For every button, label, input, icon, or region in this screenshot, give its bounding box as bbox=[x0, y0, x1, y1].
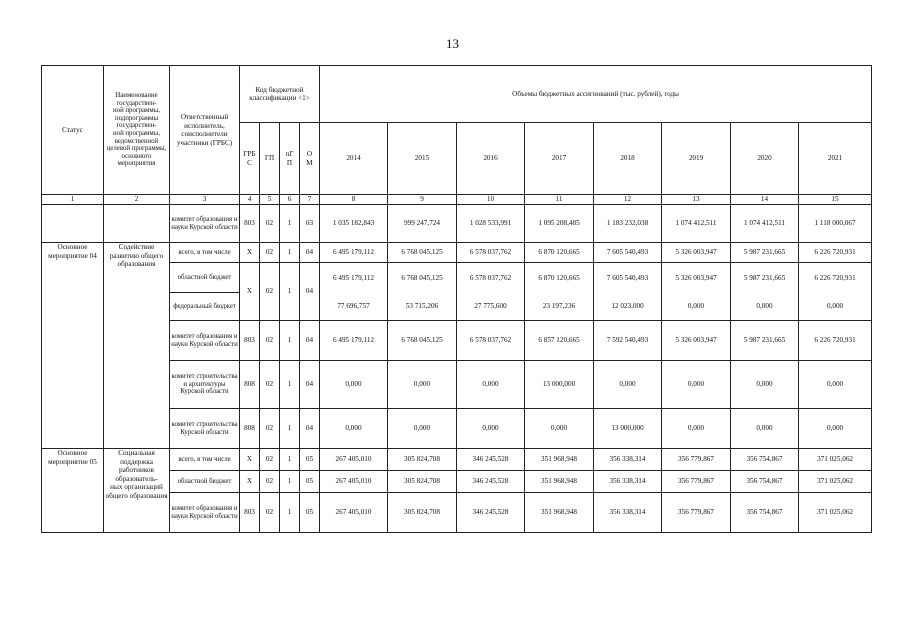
amount-cell: 53 715,206 bbox=[388, 293, 457, 321]
amount-cell: 23 197,236 bbox=[525, 293, 594, 321]
amount-cell: 0,000 bbox=[731, 293, 799, 321]
amount-cell: 267 405,010 bbox=[320, 493, 388, 533]
om-cell: 05 bbox=[300, 449, 320, 471]
budget-table bbox=[41, 65, 872, 533]
amount-cell: 1 028 533,991 bbox=[457, 205, 525, 243]
column-number: 1 bbox=[42, 195, 104, 205]
gp-cell: 02 bbox=[260, 409, 280, 449]
page-number: 13 bbox=[446, 36, 459, 51]
amount-cell: 6 495 179,112 bbox=[320, 263, 388, 293]
status-cell: Основное мероприятие 04 bbox=[42, 243, 104, 449]
year-header: 2021 bbox=[799, 123, 872, 195]
header-status: Статус bbox=[42, 66, 104, 195]
amount-cell: 356 779,867 bbox=[662, 449, 731, 471]
amount-cell: 356 338,314 bbox=[594, 471, 662, 493]
executor-cell: областной бюджет bbox=[170, 471, 240, 493]
om-cell: 04 bbox=[300, 321, 320, 361]
amount-cell: 0,000 bbox=[525, 409, 594, 449]
amount-cell: 27 775,600 bbox=[457, 293, 525, 321]
pgp-cell: 1 bbox=[280, 205, 300, 243]
table-row bbox=[42, 205, 872, 243]
amount-cell: 305 824,708 bbox=[388, 449, 457, 471]
amount-cell: 267 405,010 bbox=[320, 471, 388, 493]
pgp-cell: 1 bbox=[280, 263, 300, 321]
amount-cell: 371 025,062 bbox=[799, 471, 872, 493]
amount-cell: 0,000 bbox=[731, 361, 799, 409]
amount-cell: 999 247,724 bbox=[388, 205, 457, 243]
om-cell: 04 bbox=[300, 361, 320, 409]
year-header: 2015 bbox=[388, 123, 457, 195]
amount-cell: 6 578 037,762 bbox=[457, 263, 525, 293]
amount-cell: 0,000 bbox=[320, 361, 388, 409]
amount-cell: 6 226 720,931 bbox=[799, 263, 872, 293]
amount-cell: 13 000,000 bbox=[525, 361, 594, 409]
amount-cell: 0,000 bbox=[594, 361, 662, 409]
amount-cell: 6 578 037,762 bbox=[457, 321, 525, 361]
grbs-cell: Х bbox=[240, 263, 260, 321]
amount-cell: 0,000 bbox=[388, 409, 457, 449]
amount-cell: 7 592 540,493 bbox=[594, 321, 662, 361]
executor-cell: областной бюджет bbox=[170, 263, 240, 293]
status-cell bbox=[42, 205, 104, 243]
executor-cell: комитет образования и науки Курской области bbox=[170, 321, 240, 361]
amount-cell: 6 768 045,125 bbox=[388, 243, 457, 263]
amount-cell: 356 338,314 bbox=[594, 493, 662, 533]
amount-cell: 0,000 bbox=[799, 361, 872, 409]
amount-cell: 6 226 720,931 bbox=[799, 321, 872, 361]
kbk-col-header: пГ П bbox=[280, 123, 300, 195]
grbs-cell: Х bbox=[240, 471, 260, 493]
gp-cell: 02 bbox=[260, 321, 280, 361]
amount-cell: 305 824,708 bbox=[388, 493, 457, 533]
amount-cell: 356 754,867 bbox=[731, 449, 799, 471]
pgp-cell: 1 bbox=[280, 493, 300, 533]
amount-cell: 1 035 182,843 bbox=[320, 205, 388, 243]
amount-cell: 346 245,528 bbox=[457, 471, 525, 493]
amount-cell: 371 025,062 bbox=[799, 449, 872, 471]
column-number: 5 bbox=[260, 195, 280, 205]
table-row bbox=[42, 243, 872, 263]
amount-cell: 5 326 003,947 bbox=[662, 243, 731, 263]
amount-cell: 1 118 000,067 bbox=[799, 205, 872, 243]
column-number: 4 bbox=[240, 195, 260, 205]
amount-cell: 6 857 120,665 bbox=[525, 321, 594, 361]
amount-cell: 351 968,948 bbox=[525, 493, 594, 533]
column-number: 3 bbox=[170, 195, 240, 205]
amount-cell: 5 326 003,947 bbox=[662, 321, 731, 361]
amount-cell: 346 245,528 bbox=[457, 449, 525, 471]
column-number: 12 bbox=[594, 195, 662, 205]
amount-cell: 12 023,000 bbox=[594, 293, 662, 321]
pgp-cell: 1 bbox=[280, 449, 300, 471]
grbs-cell: 803 bbox=[240, 493, 260, 533]
year-header: 2019 bbox=[662, 123, 731, 195]
year-header: 2016 bbox=[457, 123, 525, 195]
column-number: 11 bbox=[525, 195, 594, 205]
amount-cell: 0,000 bbox=[799, 409, 872, 449]
amount-cell: 267 405,010 bbox=[320, 449, 388, 471]
amount-cell: 5 987 231,665 bbox=[731, 243, 799, 263]
gp-cell: 02 bbox=[260, 361, 280, 409]
amount-cell: 356 338,314 bbox=[594, 449, 662, 471]
amount-cell: 1 074 412,511 bbox=[731, 205, 799, 243]
amount-cell: 77 696,757 bbox=[320, 293, 388, 321]
om-cell: 05 bbox=[300, 471, 320, 493]
year-header: 2020 bbox=[731, 123, 799, 195]
amount-cell: 1 183 232,038 bbox=[594, 205, 662, 243]
gp-cell: 02 bbox=[260, 471, 280, 493]
kbk-col-header: ГРБ С bbox=[240, 123, 260, 195]
grbs-cell: 803 bbox=[240, 321, 260, 361]
status-cell: Основное мероприятие 05 bbox=[42, 449, 104, 533]
om-cell: 04 bbox=[300, 409, 320, 449]
amount-cell: 6 768 045,125 bbox=[388, 263, 457, 293]
grbs-cell: 808 bbox=[240, 361, 260, 409]
pgp-cell: 1 bbox=[280, 409, 300, 449]
amount-cell: 351 968,948 bbox=[525, 471, 594, 493]
om-cell: 03 bbox=[300, 205, 320, 243]
om-cell: 04 bbox=[300, 263, 320, 321]
om-cell: 05 bbox=[300, 493, 320, 533]
pgp-cell: 1 bbox=[280, 243, 300, 263]
column-number: 8 bbox=[320, 195, 388, 205]
header-executor: Ответственный исполнитель, соисполнители участники (ГРБС) bbox=[170, 66, 240, 195]
table-row bbox=[42, 449, 872, 471]
gp-cell: 02 bbox=[260, 243, 280, 263]
name-cell bbox=[104, 205, 170, 243]
grbs-cell: Х bbox=[240, 243, 260, 263]
column-number-row bbox=[42, 195, 872, 205]
amount-cell: 5 987 231,665 bbox=[731, 263, 799, 293]
om-cell: 04 bbox=[300, 243, 320, 263]
column-number: 15 bbox=[799, 195, 872, 205]
year-header: 2014 bbox=[320, 123, 388, 195]
executor-cell: комитет образования и науки Курской области bbox=[170, 205, 240, 243]
column-number: 13 bbox=[662, 195, 731, 205]
amount-cell: 6 870 120,665 bbox=[525, 263, 594, 293]
gp-cell: 02 bbox=[260, 449, 280, 471]
executor-cell: комитет строительства и архитектуры Курской области bbox=[170, 361, 240, 409]
year-header: 2017 bbox=[525, 123, 594, 195]
column-number: 2 bbox=[104, 195, 170, 205]
header-name: Наименование государствен- ной программы, подпрограммы государствен- ной программы, ведомственной целевой программы, основного мероприятия bbox=[104, 66, 170, 195]
amount-cell: 5 326 003,947 bbox=[662, 263, 731, 293]
amount-cell: 13 000,000 bbox=[594, 409, 662, 449]
pgp-cell: 1 bbox=[280, 471, 300, 493]
amount-cell: 346 245,528 bbox=[457, 493, 525, 533]
amount-cell: 6 495 179,112 bbox=[320, 321, 388, 361]
amount-cell: 6 768 045,125 bbox=[388, 321, 457, 361]
amount-cell: 0,000 bbox=[388, 361, 457, 409]
column-number: 9 bbox=[388, 195, 457, 205]
amount-cell: 371 025,062 bbox=[799, 493, 872, 533]
amount-cell: 356 779,867 bbox=[662, 471, 731, 493]
pgp-cell: 1 bbox=[280, 361, 300, 409]
executor-cell: комитет строительства Курской области bbox=[170, 409, 240, 449]
header-volumes: Объемы бюджетных ассигнований (тыс. рублей), годы bbox=[320, 66, 872, 123]
grbs-cell: 808 bbox=[240, 409, 260, 449]
amount-cell: 6 495 179,112 bbox=[320, 243, 388, 263]
kbk-col-header: О М bbox=[300, 123, 320, 195]
gp-cell: 02 bbox=[260, 493, 280, 533]
executor-cell: всего, в том числе bbox=[170, 449, 240, 471]
amount-cell: 0,000 bbox=[731, 409, 799, 449]
pgp-cell: 1 bbox=[280, 321, 300, 361]
amount-cell: 0,000 bbox=[662, 409, 731, 449]
gp-cell: 02 bbox=[260, 263, 280, 321]
amount-cell: 356 779,867 bbox=[662, 493, 731, 533]
amount-cell: 305 824,708 bbox=[388, 471, 457, 493]
amount-cell: 0,000 bbox=[662, 361, 731, 409]
amount-cell: 7 605 540,493 bbox=[594, 243, 662, 263]
gp-cell: 02 bbox=[260, 205, 280, 243]
executor-cell: всего, в том числе bbox=[170, 243, 240, 263]
executor-cell: федеральный бюджет bbox=[170, 293, 240, 321]
grbs-cell: 803 bbox=[240, 205, 260, 243]
amount-cell: 356 754,867 bbox=[731, 471, 799, 493]
amount-cell: 6 226 720,931 bbox=[799, 243, 872, 263]
name-cell: Социальная поддержка работников образователь- ных организаций общего образования bbox=[104, 449, 170, 533]
amount-cell: 0,000 bbox=[457, 409, 525, 449]
kbk-col-header: ГП bbox=[260, 123, 280, 195]
column-number: 7 bbox=[300, 195, 320, 205]
name-cell: Содействие развитию общего образования bbox=[104, 243, 170, 449]
column-number: 10 bbox=[457, 195, 525, 205]
column-number: 14 bbox=[731, 195, 799, 205]
amount-cell: 0,000 bbox=[799, 293, 872, 321]
column-number: 6 bbox=[280, 195, 300, 205]
amount-cell: 6 578 037,762 bbox=[457, 243, 525, 263]
year-header: 2018 bbox=[594, 123, 662, 195]
amount-cell: 0,000 bbox=[457, 361, 525, 409]
amount-cell: 7 605 540,493 bbox=[594, 263, 662, 293]
header-kbk: Код бюджетной классификации <1> bbox=[240, 66, 320, 123]
amount-cell: 1 095 208,485 bbox=[525, 205, 594, 243]
amount-cell: 6 870 120,665 bbox=[525, 243, 594, 263]
grbs-cell: Х bbox=[240, 449, 260, 471]
amount-cell: 356 754,867 bbox=[731, 493, 799, 533]
executor-cell: комитет образования и науки Курской области bbox=[170, 493, 240, 533]
amount-cell: 5 987 231,665 bbox=[731, 321, 799, 361]
amount-cell: 0,000 bbox=[320, 409, 388, 449]
amount-cell: 1 074 412,511 bbox=[662, 205, 731, 243]
amount-cell: 0,000 bbox=[662, 293, 731, 321]
amount-cell: 351 968,948 bbox=[525, 449, 594, 471]
